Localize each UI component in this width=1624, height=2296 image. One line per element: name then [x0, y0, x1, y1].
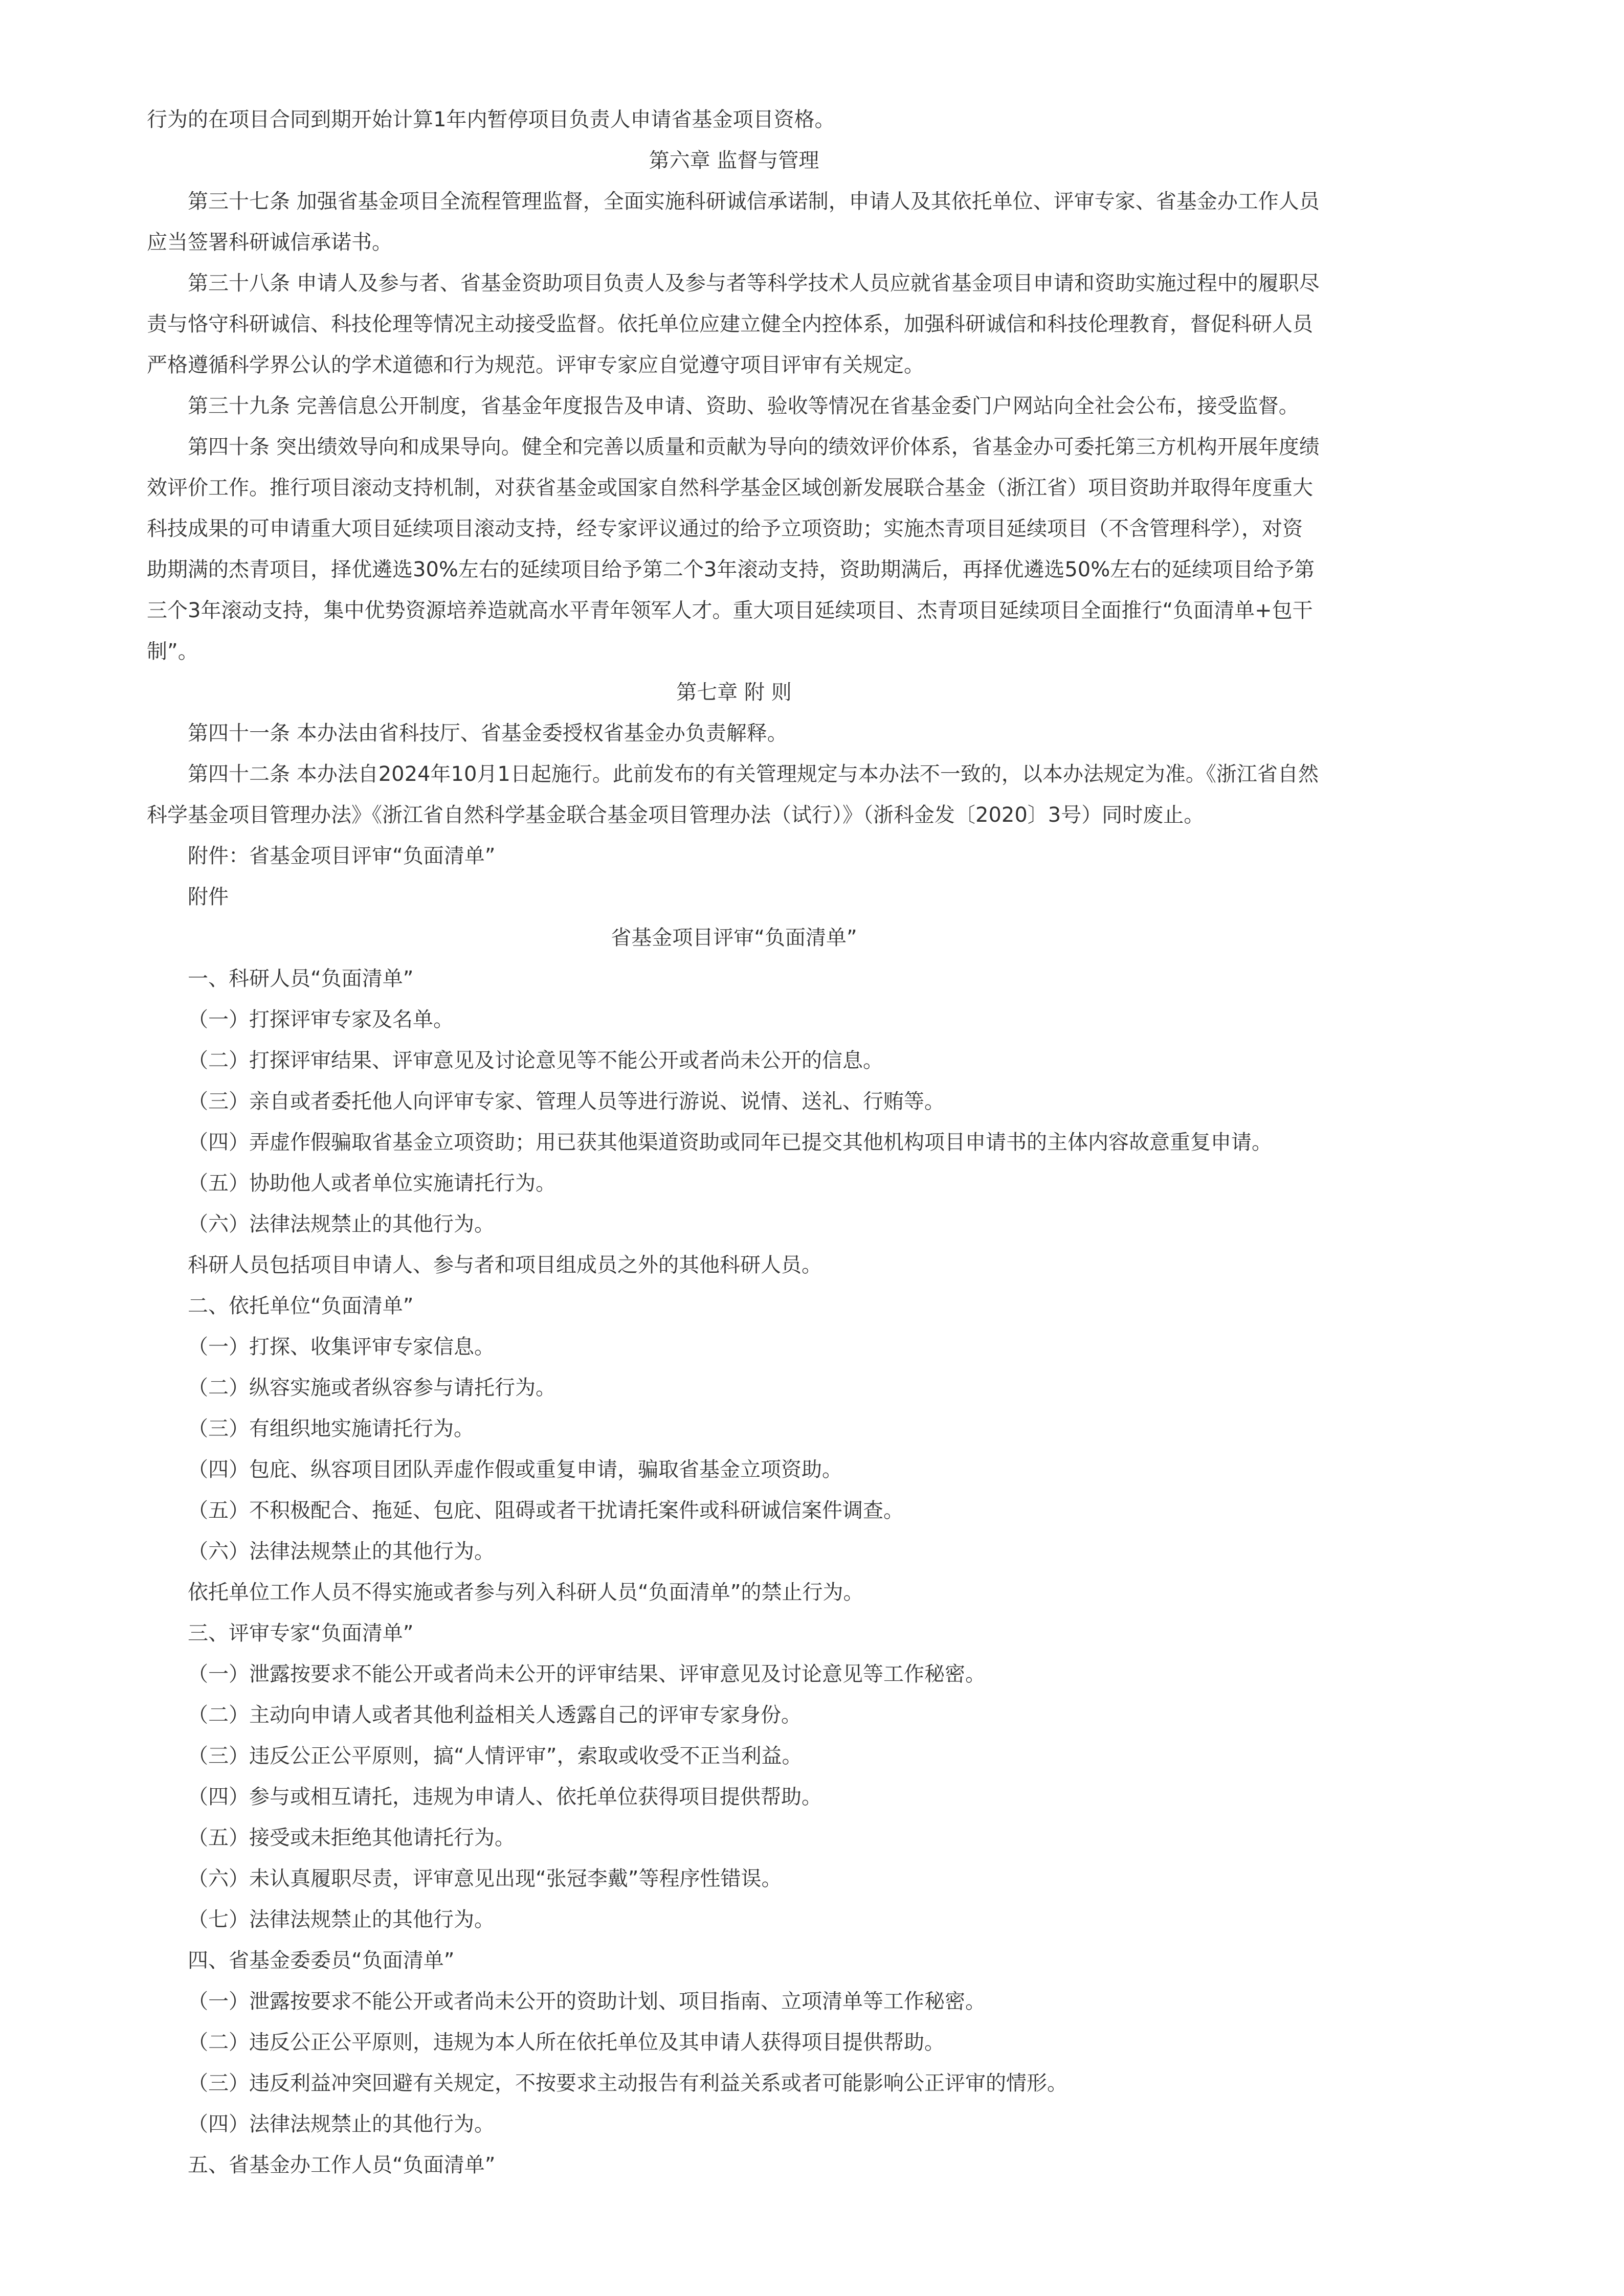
article-42: [147, 754, 1321, 836]
annex-section-researchers: [147, 958, 1321, 1286]
list-item: （三）违反利益冲突回避有关规定，不按要求主动报告有利益关系或者可能影响公正评审的情形。: [188, 2072, 1067, 2095]
paragraph-line: 行为的在项目合同到期开始计算1年内暂停项目负责人申请省基金项目资格。: [147, 108, 835, 131]
section-note: 科研人员包括项目申请人、参与者和项目组成员之外的其他科研人员。: [188, 1253, 822, 1277]
list-item: （六）未认真履职尽责，评审意见出现“张冠李戴”等程序性错误。: [188, 1867, 782, 1890]
list-item: （三）有组织地实施请托行为。: [188, 1417, 474, 1440]
paragraph-line: 科学基金项目管理办法》《浙江省自然科学基金联合基金项目管理办法（试行）》（浙科金发〔2020〕3号）同时废止。: [147, 803, 1205, 827]
list-item: （四）参与或相互请托，违规为申请人、依托单位获得项目提供帮助。: [188, 1785, 822, 1809]
list-item: （一）打探、收集评审专家信息。: [188, 1335, 495, 1359]
section-heading: 三、评审专家“负面清单”: [188, 1622, 414, 1645]
paragraph-line: 第四十一条 本办法由省科技厅、省基金委授权省基金办负责解释。: [188, 722, 788, 745]
list-item: （二）违反公正公平原则，违规为本人所在依托单位及其申请人获得项目提供帮助。: [188, 2031, 945, 2054]
paragraph-line: 第三十八条 申请人及参与者、省基金资助项目负责人及参与者等科学技术人员应就省基金项目申请和资助实施过程中的履职尽: [188, 272, 1320, 295]
paragraph-line: 助期满的杰青项目，择优遴选30%左右的延续项目给予第二个3年滚动支持，资助期满后，再择优遴选50%左右的延续项目给予第: [147, 558, 1315, 581]
paragraph-line: 三个3年滚动支持，集中优势资源培养造就高水平青年领军人才。重大项目延续项目、杰青项目延续项目全面推行“负面清单+包干: [147, 599, 1313, 622]
attachment-label: 附件: [188, 885, 229, 909]
paragraph-line: 应当签署科研诚信承诺书。: [147, 231, 392, 254]
paragraph-line: 严格遵循科学界公认的学术道德和行为规范。评审专家应自觉遵守项目评审有关规定。: [147, 353, 924, 377]
list-item: （三）违反公正公平原则，搞“人情评审”，索取或收受不正当利益。: [188, 1744, 803, 1768]
list-item: （二）纵容实施或者纵容参与请托行为。: [188, 1376, 556, 1400]
paragraph-line: 效评价工作。推行项目滚动支持机制，对获省基金或国家自然科学基金区域创新发展联合基金（浙江省）项目资助并取得年度重大: [147, 476, 1313, 500]
list-item: （三）亲自或者委托他人向评审专家、管理人员等进行游说、说情、送礼、行贿等。: [188, 1090, 945, 1113]
paragraph-line: 第四十条 突出绩效导向和成果导向。健全和完善以质量和贡献为导向的绩效评价体系，省基金办可委托第三方机构开展年度绩: [188, 435, 1320, 459]
annex-title: 省基金项目评审“负面清单”: [611, 926, 857, 950]
section-note: 依托单位工作人员不得实施或者参与列入科研人员“负面清单”的禁止行为。: [188, 1581, 864, 1604]
list-item: （二）主动向申请人或者其他利益相关人透露自己的评审专家身份。: [188, 1703, 802, 1727]
list-item: （四）弄虚作假骗取省基金立项资助；用已获其他渠道资助或同年已提交其他机构项目申请书的主体内容故意重复申请。: [188, 1131, 1272, 1154]
annex-section-host-institutions: [147, 1286, 1321, 1613]
list-item: （五）接受或未拒绝其他请托行为。: [188, 1826, 515, 1850]
document-page: [147, 99, 1321, 2186]
list-item: （四）包庇、纵容项目团队弄虚作假或重复申请，骗取省基金立项资助。: [188, 1458, 842, 1481]
article-40: [147, 426, 1321, 672]
list-item: （五）协助他人或者单位实施请托行为。: [188, 1172, 556, 1195]
attachment-reference: 附件：省基金项目评审“负面清单”: [188, 844, 496, 868]
section-heading: 四、省基金委委员“负面清单”: [188, 1949, 455, 1972]
list-item: （二）打探评审结果、评审意见及讨论意见等不能公开或者尚未公开的信息。: [188, 1049, 883, 1072]
paragraph-line: 制”。: [147, 640, 198, 663]
paragraph-line: 第三十七条 加强省基金项目全流程管理监督，全面实施科研诚信承诺制，申请人及其依托单位、评审专家、省基金办工作人员: [188, 190, 1320, 213]
list-item: （六）法律法规禁止的其他行为。: [188, 1212, 495, 1236]
list-item: （七）法律法规禁止的其他行为。: [188, 1908, 495, 1931]
article-41: [147, 713, 1321, 754]
list-item: （四）法律法规禁止的其他行为。: [188, 2112, 495, 2136]
paragraph-line: 第四十二条 本办法自2024年10月1日起施行。此前发布的有关管理规定与本办法不一致的，以本办法规定为准。《浙江省自然: [188, 762, 1319, 786]
annex-section-reviewers: [147, 1613, 1321, 1940]
paragraph-line: 责与恪守科研诚信、科技伦理等情况主动接受监督。依托单位应建立健全内控体系，加强科研诚信和科技伦理教育，督促科研人员: [147, 312, 1313, 336]
annex-section-committee-members: [147, 1940, 1321, 2145]
paragraph-line: 科技成果的可申请重大项目延续项目滚动支持，经专家评议通过的给予立项资助；实施杰青项目延续项目（不含管理科学），对资: [147, 517, 1303, 541]
list-item: （五）不积极配合、拖延、包庇、阻碍或者干扰请托案件或科研诚信案件调查。: [188, 1499, 904, 1522]
list-item: （一）泄露按要求不能公开或者尚未公开的评审结果、评审意见及讨论意见等工作秘密。: [188, 1662, 986, 1686]
article-39: [147, 386, 1321, 426]
list-item: （一）泄露按要求不能公开或者尚未公开的资助计划、项目指南、立项清单等工作秘密。: [188, 1990, 986, 2013]
article-37: [147, 181, 1321, 263]
paragraph-line: 第三十九条 完善信息公开制度，省基金年度报告及申请、资助、验收等情况在省基金委门户网站向全社会公布，接受监督。: [188, 394, 1299, 418]
list-item: （一）打探评审专家及名单。: [188, 1008, 454, 1031]
section-heading: 五、省基金办工作人员“负面清单”: [188, 2153, 496, 2177]
section-heading: 二、依托单位“负面清单”: [188, 1294, 414, 1318]
list-item: （六）法律法规禁止的其他行为。: [188, 1540, 495, 1563]
chapter-6-title: 第六章 监督与管理: [649, 149, 819, 172]
section-heading: 一、科研人员“负面清单”: [188, 967, 414, 991]
chapter-7-title: 第七章 附 则: [676, 681, 792, 704]
article-38: [147, 263, 1321, 386]
annex-section-office-staff: [147, 2145, 1321, 2186]
